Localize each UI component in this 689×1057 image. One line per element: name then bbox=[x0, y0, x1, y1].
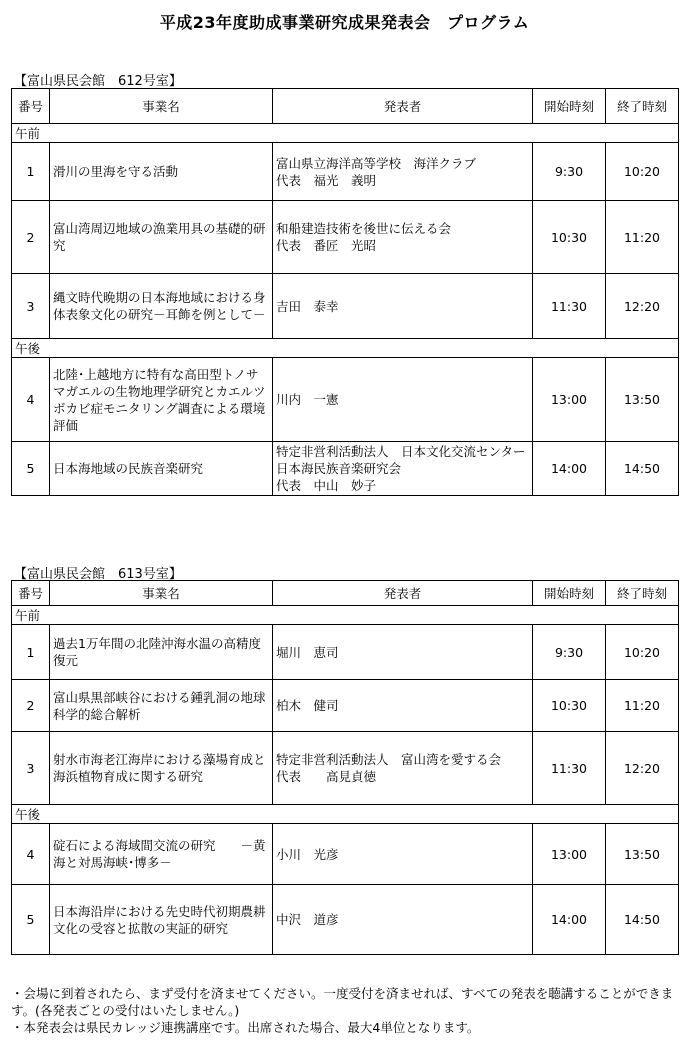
section-morning bbox=[12, 124, 679, 143]
row-start: 11:30 bbox=[533, 274, 606, 339]
header-start: 開始時刻 bbox=[533, 89, 606, 124]
table-row bbox=[12, 274, 679, 339]
header-end: 終了時刻 bbox=[606, 89, 679, 124]
schedule-table-613 bbox=[11, 580, 679, 955]
row-presenter bbox=[273, 143, 533, 201]
presenter-line: 代表 福光 義明 bbox=[276, 172, 377, 188]
presenter-line: 和船建造技術を後世に伝える会 bbox=[276, 221, 452, 236]
row-start: 14:00 bbox=[533, 442, 606, 496]
presenter-line: 川内 一憲 bbox=[276, 392, 339, 407]
presenter-line: 代表 高見貞徳 bbox=[276, 769, 377, 784]
row-project: 射水市海老江海岸における藻場育成と海浜植物育成に関する研究 bbox=[50, 732, 273, 805]
row-presenter bbox=[273, 625, 533, 680]
header-end: 終了時刻 bbox=[606, 581, 679, 606]
table-row bbox=[12, 201, 679, 274]
row-no: 2 bbox=[12, 201, 50, 274]
row-presenter bbox=[273, 885, 533, 955]
table-row bbox=[12, 625, 679, 680]
section-label: 午前 bbox=[12, 606, 679, 625]
row-no: 1 bbox=[12, 625, 50, 680]
note-reception: ・会場に到着されたら、まず受付を済ませてください。一度受付を済ませれば、すべての発表を聴講することができます。(各発表ごとの受付はいたしません。) bbox=[11, 986, 674, 1018]
table-row bbox=[12, 143, 679, 201]
notes bbox=[11, 985, 683, 1036]
row-end: 13:50 bbox=[606, 824, 679, 885]
table-row bbox=[12, 824, 679, 885]
header-start: 開始時刻 bbox=[533, 581, 606, 606]
presenter-line: 特定非営利活動法人 日本文化交流センター日本海民族音楽研究会 bbox=[276, 444, 526, 476]
presenter-line: 代表 中山 妙子 bbox=[276, 478, 377, 493]
row-start: 13:00 bbox=[533, 358, 606, 442]
row-presenter bbox=[273, 201, 533, 274]
header-no: 番号 bbox=[12, 89, 50, 124]
page-title: 平成23年度助成事業研究成果発表会 プログラム bbox=[159, 13, 530, 32]
row-end: 13:50 bbox=[606, 358, 679, 442]
row-no: 1 bbox=[12, 143, 50, 201]
presenter-line: 中沢 道彦 bbox=[276, 912, 339, 927]
row-presenter bbox=[273, 680, 533, 732]
header-presenter: 発表者 bbox=[273, 89, 533, 124]
row-start: 10:30 bbox=[533, 680, 606, 732]
row-end: 10:20 bbox=[606, 143, 679, 201]
row-end: 11:20 bbox=[606, 201, 679, 274]
header-no: 番号 bbox=[12, 581, 50, 606]
presenter-line: 吉田 泰幸 bbox=[276, 298, 339, 314]
row-presenter bbox=[273, 824, 533, 885]
row-project: 縄文時代晩期の日本海地域における身体表象文化の研究－耳飾を例として－ bbox=[50, 274, 273, 339]
room-label-613: 【富山県民会館 613号室】 bbox=[14, 567, 182, 582]
note-credits: ・本発表会は県民カレッジ連携講座です。出席された場合、最大4単位となります。 bbox=[11, 1020, 480, 1035]
row-project: 碇石による海域間交流の研究 －黄海と対馬海峡･博多－ bbox=[50, 824, 273, 885]
schedule-table-612 bbox=[11, 88, 679, 496]
row-end: 12:20 bbox=[606, 274, 679, 339]
presenter-line: 柏木 健司 bbox=[276, 698, 339, 713]
row-no: 3 bbox=[12, 732, 50, 805]
header-project: 事業名 bbox=[50, 89, 273, 124]
table-row bbox=[12, 680, 679, 732]
row-end: 10:20 bbox=[606, 625, 679, 680]
room-label-612: 【富山県民会館 612号室】 bbox=[14, 74, 182, 89]
row-project: 富山湾周辺地域の漁業用具の基礎的研究 bbox=[50, 201, 273, 274]
presenter-line: 代表 番匠 光昭 bbox=[276, 238, 377, 253]
row-presenter bbox=[273, 732, 533, 805]
header-project: 事業名 bbox=[50, 581, 273, 606]
row-no: 3 bbox=[12, 274, 50, 339]
presenter-line: 小川 光彦 bbox=[276, 846, 339, 862]
row-project: 北陸･上越地方に特有な高田型トノサマガエルの生物地理学研究とカエルツボカビ症モニタリング調査による環境評価 bbox=[50, 358, 273, 442]
row-end: 14:50 bbox=[606, 442, 679, 496]
table-row bbox=[12, 442, 679, 496]
presenter-line: 堀川 恵司 bbox=[276, 644, 339, 660]
row-project: 日本海地域の民族音楽研究 bbox=[50, 442, 273, 496]
table-row bbox=[12, 358, 679, 442]
row-end: 14:50 bbox=[606, 885, 679, 955]
row-presenter bbox=[273, 358, 533, 442]
row-start: 11:30 bbox=[533, 732, 606, 805]
row-project: 過去1万年間の北陸沖海水温の高精度復元 bbox=[50, 625, 273, 680]
row-project: 滑川の里海を守る活動 bbox=[50, 143, 273, 201]
row-start: 10:30 bbox=[533, 201, 606, 274]
table-header-row bbox=[12, 581, 679, 606]
section-label: 午前 bbox=[12, 124, 679, 143]
row-presenter bbox=[273, 274, 533, 339]
row-no: 4 bbox=[12, 358, 50, 442]
row-project: 日本海沿岸における先史時代初期農耕文化の受容と拡散の実証的研究 bbox=[50, 885, 273, 955]
row-start: 9:30 bbox=[533, 143, 606, 201]
table-header-row bbox=[12, 89, 679, 124]
section-morning bbox=[12, 606, 679, 625]
row-end: 11:20 bbox=[606, 680, 679, 732]
row-start: 9:30 bbox=[533, 625, 606, 680]
row-no: 4 bbox=[12, 824, 50, 885]
row-presenter bbox=[273, 442, 533, 496]
table-row bbox=[12, 732, 679, 805]
table-row bbox=[12, 885, 679, 955]
section-afternoon bbox=[12, 805, 679, 824]
presenter-line: 特定非営利活動法人 富山湾を愛する会 bbox=[276, 752, 502, 767]
section-label: 午後 bbox=[12, 339, 679, 358]
row-end: 12:20 bbox=[606, 732, 679, 805]
row-start: 13:00 bbox=[533, 824, 606, 885]
presenter-line: 富山県立海洋高等学校 海洋クラブ bbox=[276, 155, 477, 171]
row-no: 2 bbox=[12, 680, 50, 732]
section-label: 午後 bbox=[12, 805, 679, 824]
section-afternoon bbox=[12, 339, 679, 358]
row-no: 5 bbox=[12, 885, 50, 955]
row-project: 富山県黒部峡谷における鍾乳洞の地球科学的総合解析 bbox=[50, 680, 273, 732]
row-start: 14:00 bbox=[533, 885, 606, 955]
header-presenter: 発表者 bbox=[273, 581, 533, 606]
row-no: 5 bbox=[12, 442, 50, 496]
